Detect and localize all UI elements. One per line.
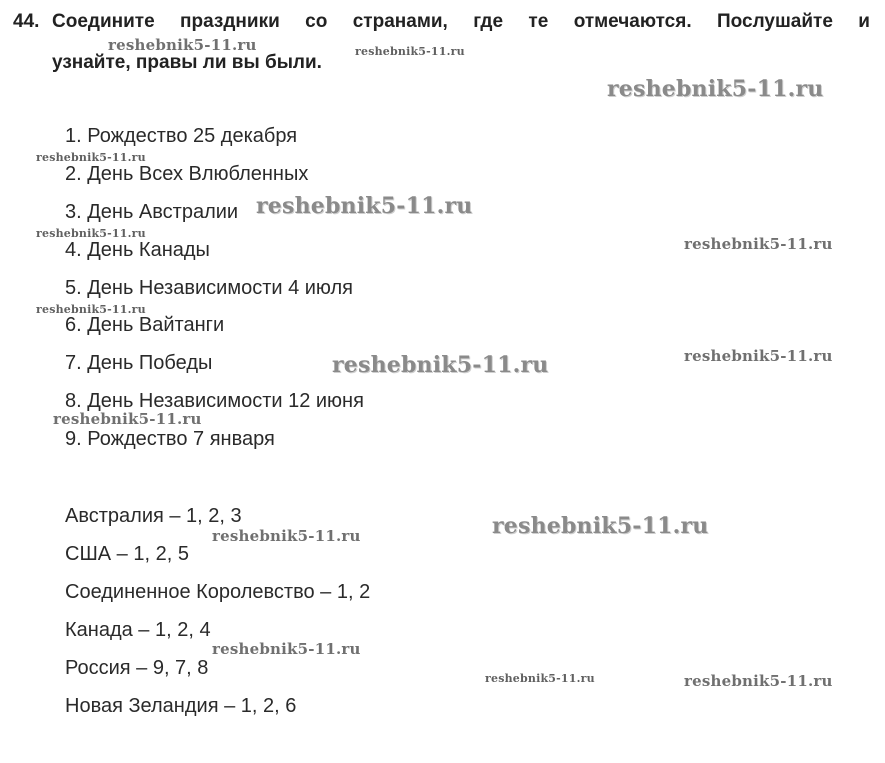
- answer-item: Канада – 1, 2, 4: [65, 619, 211, 641]
- answer-item: Соединенное Королевство – 1, 2: [65, 581, 371, 603]
- watermark: reshebnik5-11.ru: [684, 235, 833, 253]
- holiday-item: 9. Рождество 7 января: [65, 428, 275, 450]
- watermark: reshebnik5-11.ru: [36, 303, 146, 316]
- holiday-item: 8. День Независимости 12 июня: [65, 390, 364, 412]
- watermark: reshebnik5-11.ru: [212, 640, 361, 658]
- watermark: reshebnik5-11.ru: [607, 76, 824, 102]
- answer-item: Россия – 9, 7, 8: [65, 657, 209, 679]
- watermark: reshebnik5-11.ru: [332, 352, 549, 378]
- watermark: reshebnik5-11.ru: [108, 36, 257, 54]
- task-instruction-line-1: Соедините праздники со странами, где те отмечаются. Послушайте и: [52, 11, 870, 32]
- watermark: reshebnik5-11.ru: [212, 527, 361, 545]
- watermark: reshebnik5-11.ru: [684, 672, 833, 690]
- answer-item: США – 1, 2, 5: [65, 543, 189, 565]
- task-number: 44.: [13, 11, 40, 32]
- holiday-item: 5. День Независимости 4 июля: [65, 277, 353, 299]
- holiday-item: 3. День Австралии: [65, 201, 239, 223]
- watermark: reshebnik5-11.ru: [684, 347, 833, 365]
- holiday-item: 1. Рождество 25 декабря: [65, 125, 298, 147]
- holiday-item: 2. День Всех Влюбленных: [65, 163, 309, 185]
- watermark: reshebnik5-11.ru: [355, 45, 465, 58]
- answer-item: Австралия – 1, 2, 3: [65, 505, 242, 527]
- holiday-item: 6. День Вайтанги: [65, 314, 225, 336]
- holiday-item: 7. День Победы: [65, 352, 213, 374]
- watermark: reshebnik5-11.ru: [492, 513, 709, 539]
- holiday-item: 4. День Канады: [65, 239, 210, 261]
- watermark: reshebnik5-11.ru: [256, 193, 473, 219]
- answer-item: Новая Зеландия – 1, 2, 6: [65, 695, 297, 717]
- watermark: reshebnik5-11.ru: [36, 227, 146, 240]
- watermark: reshebnik5-11.ru: [36, 151, 146, 164]
- watermark: reshebnik5-11.ru: [485, 672, 595, 685]
- watermark: reshebnik5-11.ru: [53, 410, 202, 428]
- task-instruction-line-2: узнайте, правы ли вы были.: [52, 52, 322, 73]
